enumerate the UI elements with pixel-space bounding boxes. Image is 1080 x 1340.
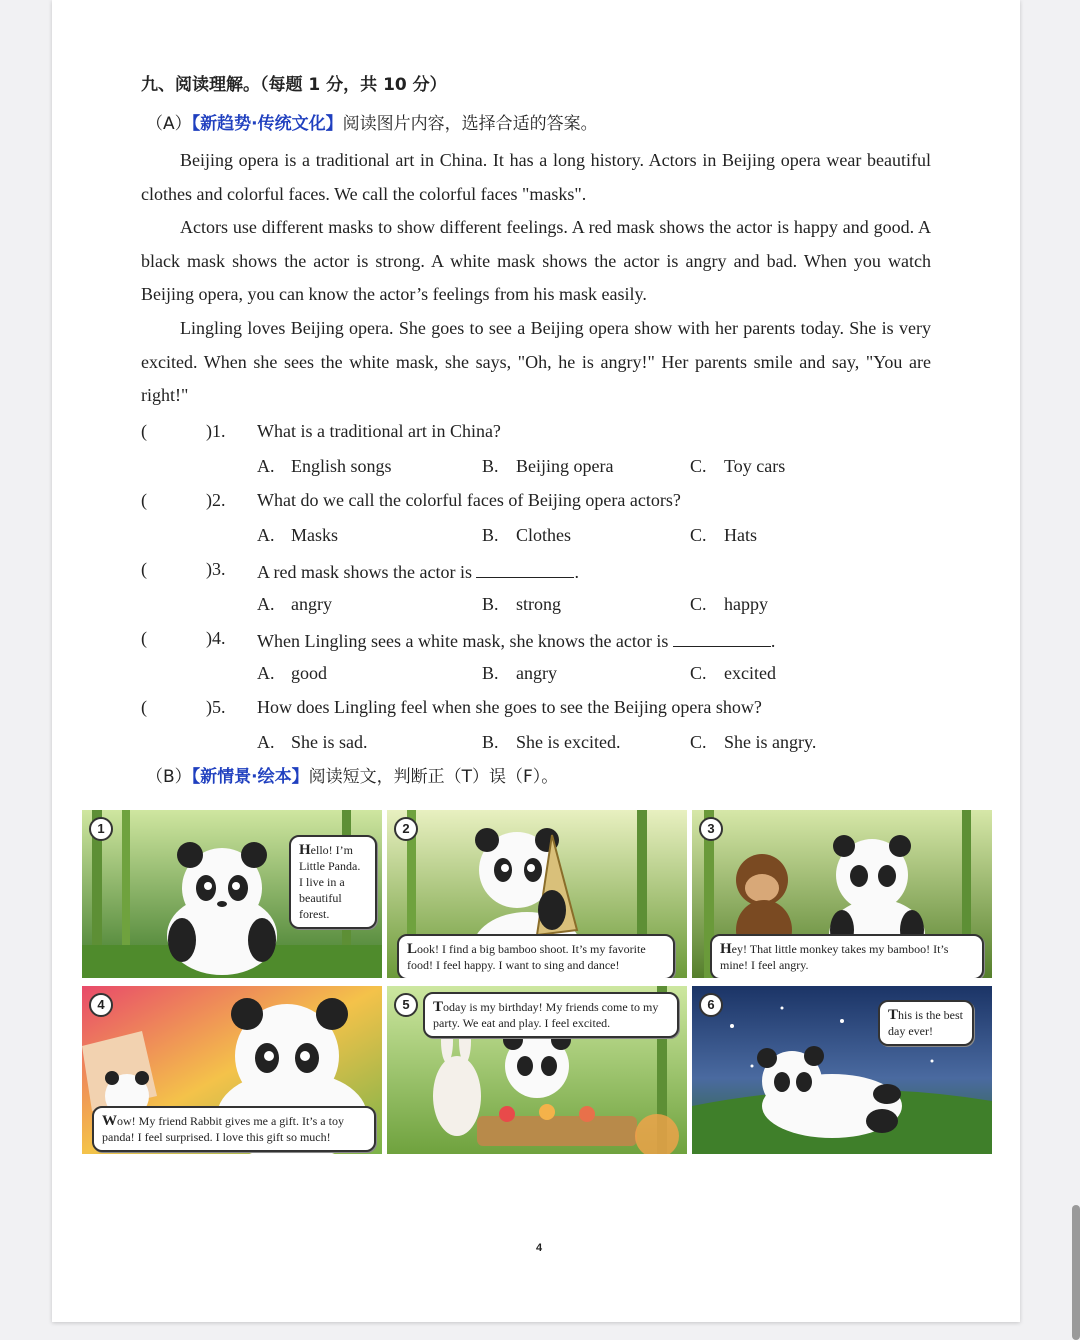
question-number: )3. [206, 559, 226, 579]
part-a-tag: 【新趋势·传统文化】 [191, 114, 343, 134]
option-text: Toy cars [724, 456, 786, 476]
answer-paren[interactable]: ( [141, 490, 147, 510]
option-text: Masks [291, 525, 339, 545]
panel-number-badge: 5 [394, 993, 418, 1017]
option-text: She is excited. [516, 732, 621, 752]
comic-panel-1 [82, 810, 382, 978]
option-c[interactable] [690, 594, 768, 615]
option-text: strong [516, 594, 561, 614]
part-a-instruction: 阅读图片内容，选择合适的答案。 [342, 114, 598, 134]
question-text: What is a traditional art in China? [257, 421, 501, 441]
speech-bubble: Hey! That little monkey takes my bamboo! It’s mine! I feel angry. [710, 934, 984, 978]
option-text: English songs [291, 456, 392, 476]
option-letter: A. [257, 525, 275, 545]
option-c[interactable] [690, 456, 785, 477]
comic-panel-6 [692, 986, 992, 1154]
question-text: A red mask shows the actor is [257, 562, 472, 582]
speech-bubble: Hello! I’m Little Panda. I live in a beautiful forest. [289, 835, 377, 929]
option-letter: A. [257, 732, 275, 752]
comic-panel-3 [692, 810, 992, 978]
option-b[interactable] [482, 525, 571, 546]
option-text: Clothes [516, 525, 572, 545]
option-text: good [291, 663, 327, 683]
comic-panel-2 [387, 810, 687, 978]
panel-number-badge: 3 [699, 817, 723, 841]
question-text-line [257, 628, 775, 652]
panel-number-badge: 4 [89, 993, 113, 1017]
part-b-instruction: 阅读短文，判断正（T）误（F）。 [308, 767, 559, 787]
option-letter: B. [482, 594, 499, 614]
option-text: angry [516, 663, 557, 683]
panel-number-badge: 2 [394, 817, 418, 841]
option-letter: B. [482, 525, 499, 545]
option-c[interactable] [690, 732, 816, 753]
option-text: happy [724, 594, 768, 614]
panel-number-badge: 1 [89, 817, 113, 841]
option-letter: A. [257, 456, 275, 476]
option-c[interactable] [690, 663, 776, 684]
answer-blank[interactable] [476, 559, 574, 578]
option-a[interactable] [257, 456, 392, 477]
part-b-tag: 【新情景·绘本】 [191, 767, 309, 787]
comic-panel-4 [82, 986, 382, 1154]
speech-bubble: Wow! My friend Rabbit gives me a gift. It’s a toy panda! I feel surprised. I love this gift so much! [92, 1106, 376, 1152]
option-letter: C. [690, 663, 707, 683]
option-text: Beijing opera [516, 456, 614, 476]
option-letter: B. [482, 732, 499, 752]
option-a[interactable] [257, 594, 332, 615]
passage-paragraph-3: Lingling loves Beijing opera. She goes to see a Beijing opera show with her parents today. She is very excited. When she sees the white mask, she says, "Oh, he is angry!" Her parents smile and say, "You are right!" [141, 318, 931, 406]
section-title: 九、阅读理解。（每题 1 分，共 10 分） [141, 75, 447, 95]
answer-paren[interactable]: ( [141, 421, 147, 441]
question-period: . [574, 562, 579, 582]
option-b[interactable] [482, 663, 557, 684]
part-a-heading [146, 113, 598, 135]
option-text: She is angry. [724, 732, 817, 752]
option-b[interactable] [482, 456, 613, 477]
question-text: What do we call the colorful faces of Beijing opera actors? [257, 490, 681, 510]
option-letter: A. [257, 594, 275, 614]
speech-bubble: Look! I find a big bamboo shoot. It’s my favorite food! I feel happy. I want to sing and dance! [397, 934, 675, 978]
panel-number-badge: 6 [699, 993, 723, 1017]
question-text-line [257, 559, 579, 583]
option-c[interactable] [690, 525, 757, 546]
passage-paragraph-1: Beijing opera is a traditional art in China. It has a long history. Actors in Beijing opera wear beautiful clothes and colorful faces. We call the colorful faces "masks". [141, 150, 931, 204]
option-letter: C. [690, 594, 707, 614]
scrollbar[interactable] [1072, 1205, 1080, 1340]
part-b-heading [146, 766, 558, 788]
option-text: excited [724, 663, 776, 683]
option-letter: B. [482, 663, 499, 683]
comic-strip [82, 810, 992, 1155]
option-letter: B. [482, 456, 499, 476]
page-number: 4 [536, 1242, 543, 1254]
option-b[interactable] [482, 732, 620, 753]
question-period: . [770, 631, 776, 651]
question-number: )2. [206, 490, 226, 510]
option-letter: A. [257, 663, 275, 683]
question-number: )5. [206, 697, 226, 717]
option-text: angry [291, 594, 332, 614]
option-a[interactable] [257, 663, 327, 684]
comic-panel-5 [387, 986, 687, 1154]
option-letter: C. [690, 456, 707, 476]
answer-paren[interactable]: ( [141, 628, 147, 648]
answer-paren[interactable]: ( [141, 697, 147, 717]
option-a[interactable] [257, 525, 338, 546]
question-text: How does Lingling feel when she goes to see the Beijing opera show? [257, 697, 762, 717]
option-text: Hats [724, 525, 757, 545]
part-a-prefix: （A） [146, 114, 192, 134]
option-letter: C. [690, 525, 707, 545]
passage-paragraph-2: Actors use different masks to show different feelings. A red mask shows the actor is happy and good. A black mask shows the actor is strong. A white mask shows the actor is angry and bad. When you watch Beijing opera, you can know the actor’s feelings from his mask easily. [141, 217, 931, 305]
speech-bubble: Today is my birthday! My friends come to my party. We eat and play. I feel excited. [423, 992, 679, 1038]
answer-paren[interactable]: ( [141, 559, 147, 579]
option-a[interactable] [257, 732, 368, 753]
option-letter: C. [690, 732, 707, 752]
option-b[interactable] [482, 594, 561, 615]
speech-bubble: This is the best day ever! [878, 1000, 974, 1046]
question-text: When Lingling sees a white mask, she knows the actor is [257, 631, 669, 651]
option-text: She is sad. [291, 732, 368, 752]
question-number: )4. [206, 628, 226, 648]
answer-blank[interactable] [673, 628, 771, 647]
question-number: )1. [206, 421, 226, 441]
part-b-prefix: （B） [146, 767, 192, 787]
